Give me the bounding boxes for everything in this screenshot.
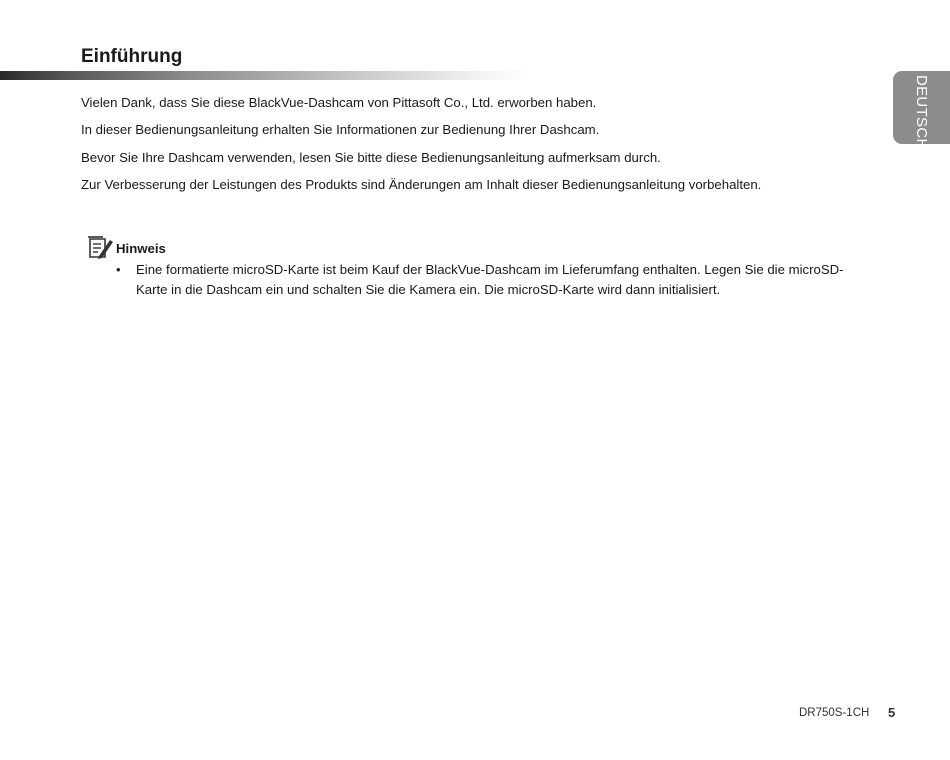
language-tab-label: DEUTSCH — [913, 75, 930, 150]
title-gradient-rule — [0, 71, 530, 80]
intro-line: Vielen Dank, dass Sie diese BlackVue-Dashcam von Pittasoft Co., Ltd. erworben haben. — [81, 95, 597, 110]
footer-model-name: DR750S-1CH — [799, 707, 870, 719]
language-tab — [893, 71, 950, 150]
note-item-text: Eine formatierte microSD-Karte ist beim Kauf der BlackVue-Dashcam im Lieferumfang enthalten. Legen Sie die microSD-Karte in die Dashcam ein und schalten Sie die Kamera ein. Die microSD-Karte wird dann initialisiert. — [136, 262, 844, 297]
intro-line: In dieser Bedienungsanleitung erhalten Sie Informationen zur Bedienung Ihrer Dashcam. — [81, 122, 600, 138]
note-pencil-icon — [88, 236, 114, 260]
intro-line: Zur Verbesserung der Leistungen des Produkts sind Änderungen am Inhalt dieser Bedienungsanleitung vorbehalten. — [81, 176, 762, 192]
bullet-icon: • — [116, 262, 121, 277]
page-title: Einführung — [81, 46, 183, 67]
note-heading: Hinweis — [116, 241, 166, 256]
intro-line: Bevor Sie Ihre Dashcam verwenden, lesen Sie bitte diese Bedienungsanleitung aufmerksam durch. — [81, 149, 661, 165]
intro-paragraphs — [81, 93, 881, 202]
footer-page-number: 5 — [888, 705, 896, 720]
